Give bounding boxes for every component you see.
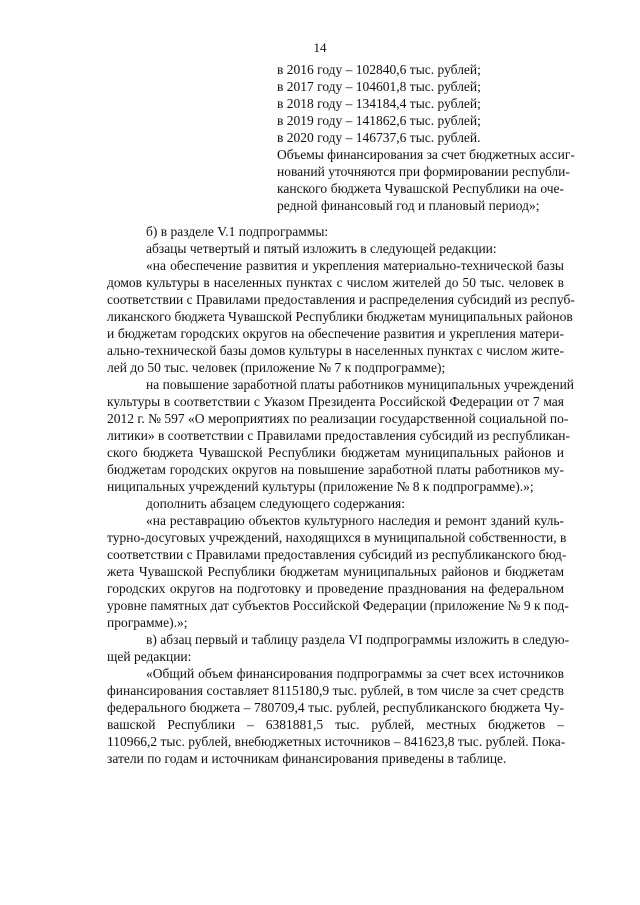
funding-year-line: в 2018 году – 134184,4 тыс. рублей;	[277, 96, 481, 111]
paragraph-line: ликанского бюджета Чувашской Республики бюджетам муниципальных районов	[107, 309, 573, 324]
section-b-heading: б) в разделе V.1 подпрограммы:	[146, 224, 329, 239]
paragraph-line: ально-технической базы домов культуры в населенных пунктах с числом жите-	[107, 343, 565, 358]
paragraph-line: ского бюджета Чувашской Республики бюджетам муниципальных районов и	[107, 445, 564, 460]
funding-note-line: канского бюджета Чувашской Республики на оче-	[277, 181, 564, 196]
funding-note-line: редной финансовый год и плановый период»;	[277, 198, 540, 213]
section-v-intro: щей редакции:	[107, 649, 192, 664]
funding-note-line: нований уточняются при формировании республи-	[277, 164, 570, 179]
add-paragraph-intro: дополнить абзацем следующего содержания:	[146, 496, 406, 511]
section-v-intro: в) абзац первый и таблицу раздела VI подпрограммы изложить в следую-	[146, 632, 570, 647]
paragraph-line: «Общий объем финансирования подпрограммы за счет всех источников	[146, 666, 564, 681]
paragraph-line: и бюджетам городских округов на обеспечение развития и укрепления матери-	[107, 326, 564, 341]
paragraph-line: домов культуры в населенных пунктах с числом жителей до 50 тыс. человек в	[107, 275, 564, 290]
paragraph-line: уровне памятных дат субъектов Российской Федерации (приложение № 9 к под-	[107, 598, 569, 613]
paragraph-line: «на обеспечение развития и укрепления материально-технической базы	[146, 258, 564, 273]
paragraph-line: 110966,2 тыс. рублей, внебюджетных источников – 841623,8 тыс. рублей. Пока-	[107, 734, 566, 749]
paragraph-line: программе).»;	[107, 615, 188, 630]
paragraph-line: турно-досуговых учреждений, находящихся в муниципальной собственности, в	[107, 530, 567, 545]
paragraph-line: соответствии с Правилами предоставления и распределения субсидий из респуб-	[107, 292, 575, 307]
paragraph-line: ниципальных учреждений культуры (приложение № 8 к подпрограмме).»;	[107, 479, 534, 494]
funding-year-line: в 2016 году – 102840,6 тыс. рублей;	[277, 62, 481, 77]
funding-note-line: Объемы финансирования за счет бюджетных ассиг-	[277, 147, 575, 162]
paragraph-line: бюджетам городских округов на повышение заработной платы работников му-	[107, 462, 564, 477]
section-b-intro: абзацы четвертый и пятый изложить в следующей редакции:	[146, 241, 497, 256]
page-number: 14	[313, 40, 327, 55]
paragraph-line: соответствии с Правилами предоставления субсидий из республиканского бюд-	[107, 547, 567, 562]
paragraph-line: лей до 50 тыс. человек (приложение № 7 к подпрограмме);	[107, 360, 446, 375]
paragraph-line: литики» в соответствии с Правилами предоставления субсидий из республикан-	[107, 428, 571, 443]
paragraph-line: затели по годам и источникам финансирования приведены в таблице.	[107, 751, 507, 766]
paragraph-line: городских округов на подготовку и проведение празднования на федеральном	[107, 581, 564, 596]
funding-year-line: в 2020 году – 146737,6 тыс. рублей.	[277, 130, 481, 145]
funding-year-line: в 2017 году – 104601,8 тыс. рублей;	[277, 79, 481, 94]
paragraph-line: вашской Республики – 6381881,5 тыс. рублей, местных бюджетов –	[107, 717, 564, 732]
paragraph-line: «на реставрацию объектов культурного наследия и ремонт зданий куль-	[146, 513, 564, 528]
paragraph-line: федерального бюджета – 780709,4 тыс. рублей, республиканского бюджета Чу-	[107, 700, 564, 715]
paragraph-line: 2012 г. № 597 «О мероприятиях по реализации государственной социальной по-	[107, 411, 569, 426]
paragraph-line: финансирования составляет 8115180,9 тыс. рублей, в том числе за счет средств	[107, 683, 564, 698]
funding-year-line: в 2019 году – 141862,6 тыс. рублей;	[277, 113, 481, 128]
paragraph-line: жета Чувашской Республики бюджетам муниципальных районов и бюджетам	[107, 564, 564, 579]
paragraph-line: на повышение заработной платы работников муниципальных учреждений	[146, 377, 575, 392]
paragraph-line: культуры в соответствии с Указом Президента Российской Федерации от 7 мая	[107, 394, 564, 409]
